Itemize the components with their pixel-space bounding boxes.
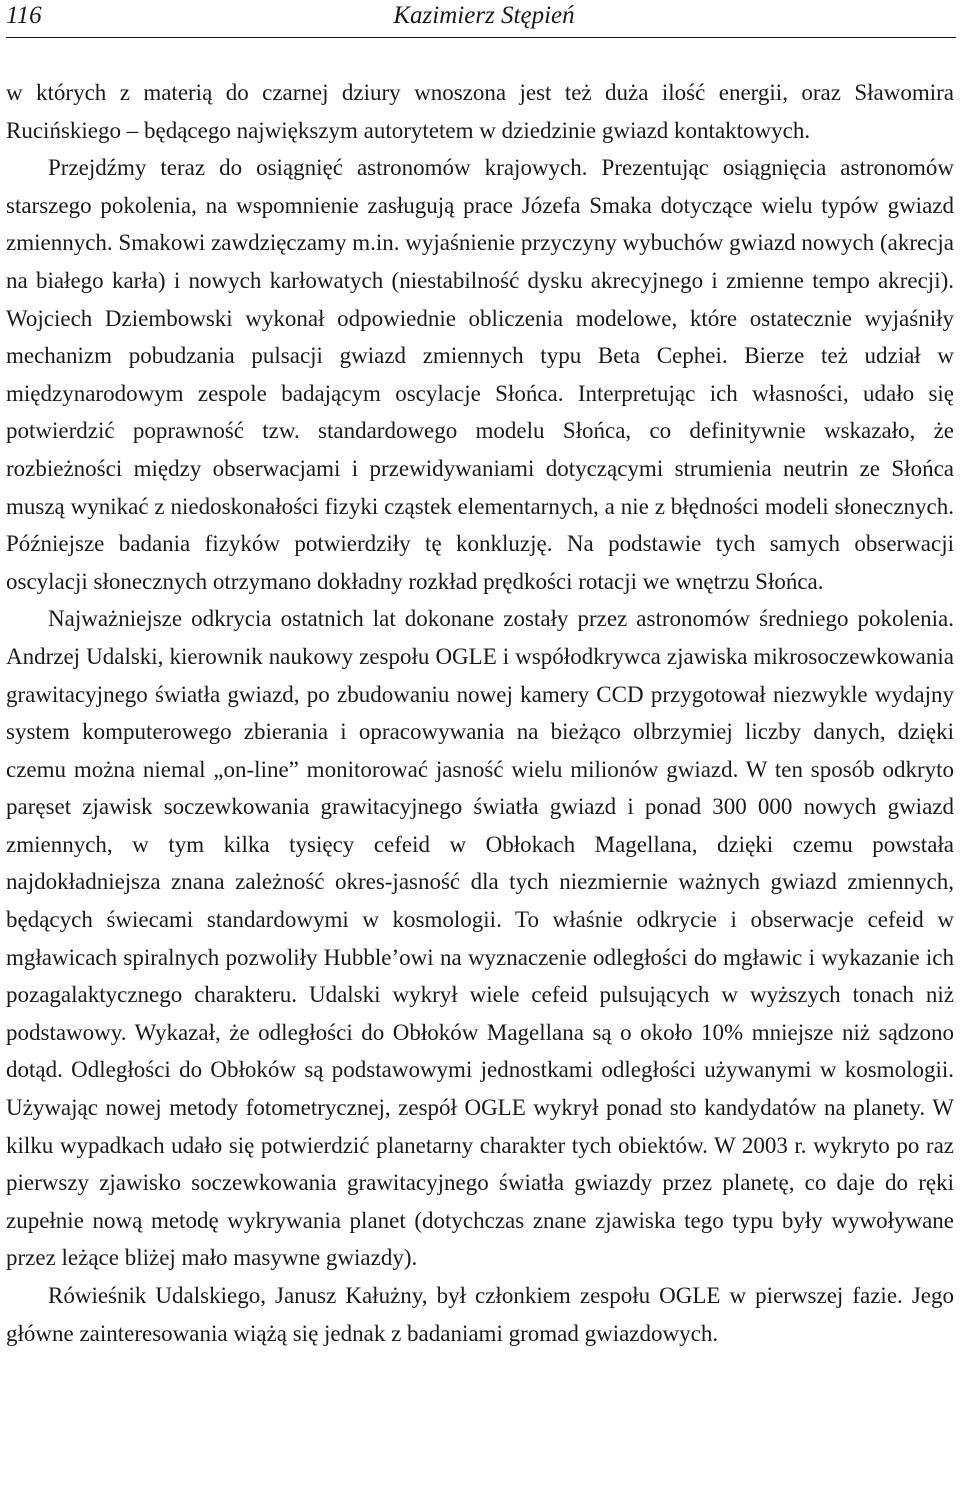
paragraph: Najważniejsze odkrycia ostatnich lat dokonane zostały przez astronomów średniego pokolenia. Andrzej Udalski, kierownik naukowy zespołu OGLE i współodkrywca zjawiska mikrosoczewkowania grawitacyjnego światła gwiazd, po zbudowaniu nowej kamery CCD przygotował niezwykle wydajny system komputerowego zbierania i opracowywania na bieżąco olbrzymiej liczby danych, dzięki czemu można niemal „on-line” monitorować jasność wielu milionów gwiazd. W ten sposób odkryto paręset zjawisk soczewkowania grawitacyjnego światła gwiazd i ponad 300 000 nowych gwiazd zmiennych, w tym kilka tysięcy cefeid w Obłokach Magellana, dzięki czemu powstała najdokładniejsza znana zależność okres-jasność dla tych niezmiernie ważnych gwiazd zmiennych, będących świecami standardowymi w kosmologii. To właśnie odkrycie i obserwacje cefeid w mgławicach spiralnych pozwoliły Hubble’owi na wyznaczenie odległości do mgławic i wykazanie ich pozagalaktycznego charakteru. Udalski wykrył wiele cefeid pulsujących w wyższych tonach niż podstawowy. Wykazał, że odległości do Obłoków Magellana są o około 10% mniejsze niż sądzono dotąd. Odległości do Obłoków są podstawowymi jednostkami odległości używanymi w kosmologii. Używając nowej metody fotometrycznej, zespół OGLE wykrył ponad sto kandydatów na planety. W kilku wypadkach udało się potwierdzić planetarny charakter tych obiektów. W 2003 r. wykryto po raz pierwszy zjawisko soczewkowania grawitacyjnego światła gwiazdy przez planetę, co daje do ręki zupełnie nową metodę wykrywania planet (dotychczas znane zjawiska tego typu były wywoływane przez leżące bliżej mało masywne gwiazdy).	[6, 606, 954, 1271]
paragraph: Rówieśnik Udalskiego, Janusz Kałużny, był członkiem zespołu OGLE w pierwszej fazie. Jego główne zainteresowania wiążą się jednak z badaniami gromad gwiazdowych.	[6, 1283, 954, 1346]
running-head	[0, 0, 960, 32]
running-head-author: Kazimierz Stępień	[393, 2, 575, 29]
header-divider	[6, 37, 956, 38]
body-text	[6, 74, 954, 1352]
page-number: 116	[6, 2, 42, 29]
paragraph: Przejdźmy teraz do osiągnięć astronomów krajowych. Prezentując osiągnięcia astronomów starszego pokolenia, na wspomnienie zasługują prace Józefa Smaka dotyczące wielu typów gwiazd zmiennych. Smakowi zawdzięczamy m.in. wyjaśnienie przyczyny wybuchów gwiazd nowych (akrecja na białego karła) i nowych karłowatych (niestabilność dysku akrecyjnego i zmienne tempo akrecji). Wojciech Dziembowski wykonał odpowiednie obliczenia modelowe, które ostatecznie wyjaśniły mechanizm pobudzania pulsacji gwiazd zmiennych typu Beta Cephei. Bierze też udział w międzynarodowym zespole badającym oscylacje Słońca. Interpretując ich własności, udało się potwierdzić poprawność tzw. standardowego modelu Słońca, co definitywnie wskazało, że rozbieżności między obserwacjami i przewidywaniami dotyczącymi strumienia neutrin ze Słońca muszą wynikać z niedoskonałości fizyki cząstek elementarnych, a nie z błędności modeli słonecznych. Późniejsze badania fizyków potwierdziły tę konkluzję. Na podstawie tych samych obserwacji oscylacji słonecznych otrzymano dokładny rozkład prędkości rotacji we wnętrzu Słońca.	[6, 155, 954, 594]
paragraph: w których z materią do czarnej dziury wnoszona jest też duża ilość energii, oraz Sławomira Rucińskiego – będącego największym autorytetem w dziedzinie gwiazd kontaktowych.	[6, 80, 954, 143]
